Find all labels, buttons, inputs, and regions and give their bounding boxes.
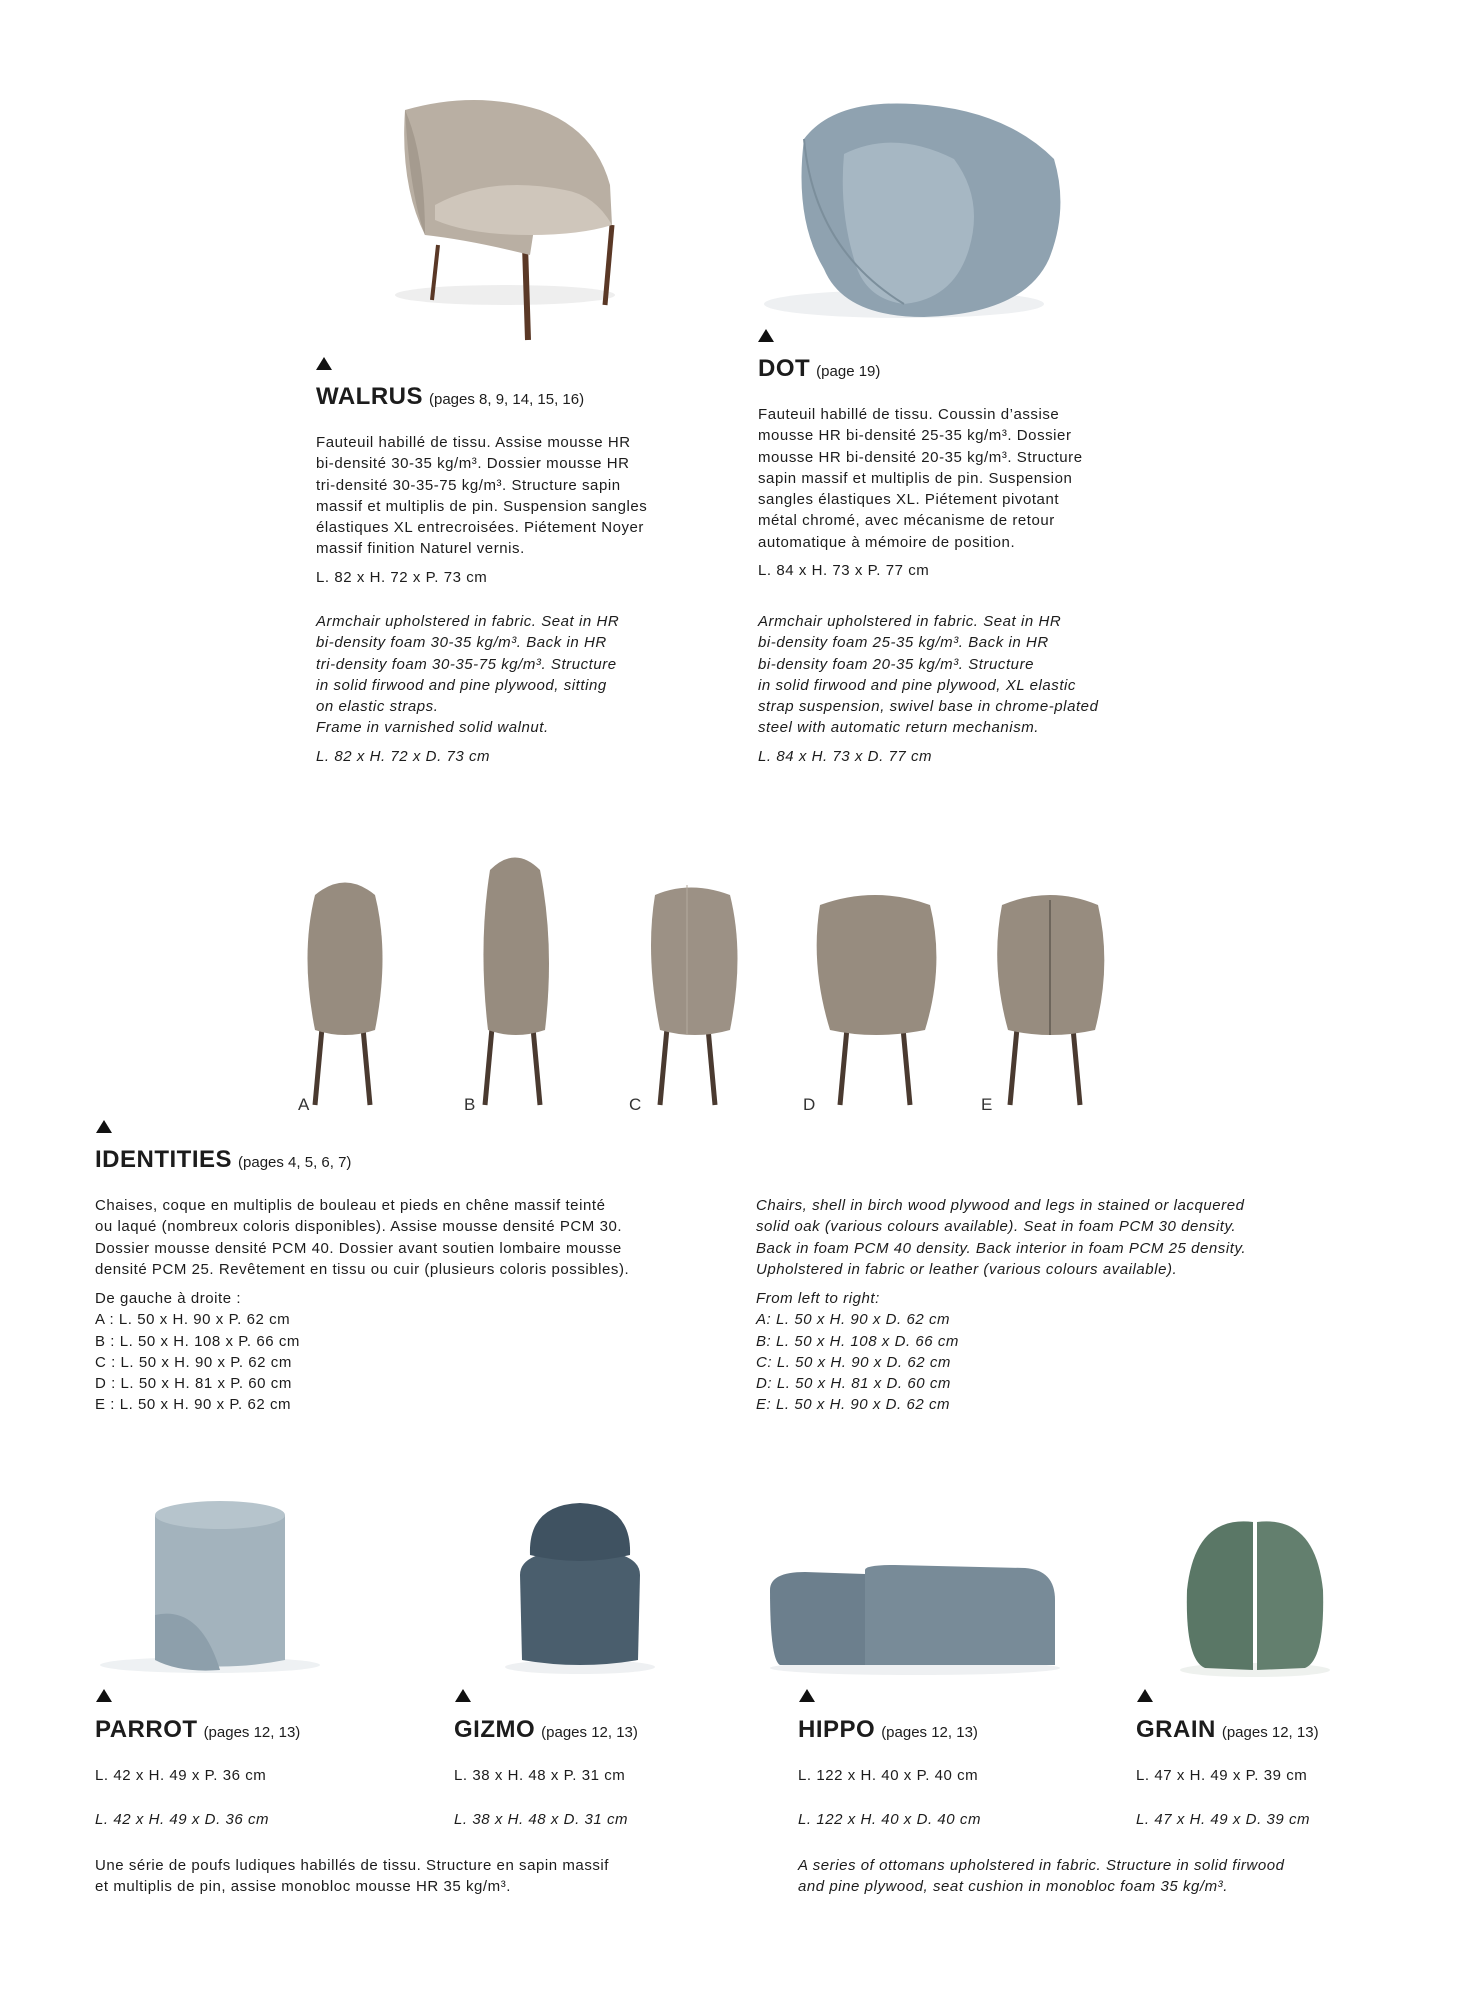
- gizmo-triangle-icon: [455, 1689, 471, 1702]
- hippo-dimensions-en: L. 122 x H. 40 x D. 40 cm: [798, 1811, 981, 1828]
- ottomans-description-fr: Une série de poufs ludiques habillés de tissu. Structure en sapin massif et multiplis de pin, assise monobloc mousse HR 35 kg/m³.: [95, 1857, 610, 1896]
- grain-triangle-icon: [1137, 1689, 1153, 1702]
- identities-name: IDENTITIES: [95, 1146, 233, 1173]
- grain-pages: (pages 12, 13): [1221, 1724, 1319, 1741]
- chair-label-c: C: [629, 1095, 642, 1114]
- walrus-description-en: Armchair upholstered in fabric. Seat in HR bi-density foam 30-35 kg/m³. Back in HR tri-density foam 30-35-75 kg/m³. Structure in solid firwood and pine plywood, sitting on elastic straps. Frame in varnished solid walnut.: [316, 613, 620, 737]
- chair-a: [308, 883, 383, 1106]
- identities-pages: (pages 4, 5, 6, 7): [238, 1154, 352, 1171]
- walrus-name: WALRUS: [316, 383, 423, 410]
- identities-description-en: Chairs, shell in birch wood plywood and legs in stained or lacquered solid oak (various colours available). Seat in foam PCM 30 density. Back in foam PCM 40 density. Back interior in foam PCM 25 density. Upholstered in fabric or leather (various colours available).: [756, 1197, 1247, 1278]
- chair-label-a: A: [298, 1095, 310, 1114]
- walrus-dimensions-fr: L. 82 x H. 72 x P. 73 cm: [316, 569, 488, 586]
- walrus-description-fr: Fauteuil habillé de tissu. Assise mousse HR bi-densité 30-35 kg/m³. Dossier mousse HR tri-densité 30-35-75 kg/m³. Structure sapin massif et multiplis de pin. Suspension sangles élastiques XL entrecroisées. Piétement Noyer massif finition Naturel vernis.: [316, 434, 648, 558]
- dot-description-en: Armchair upholstered in fabric. Seat in HR bi-density foam 25-35 kg/m³. Back in HR bi-density foam 20-35 kg/m³. Structure in solid firwood and pine plywood, XL elastic strap suspension, swivel base in chrome-plated steel with automatic return mechanism.: [758, 613, 1099, 737]
- chair-b: [483, 858, 549, 1106]
- identities-description-fr: Chaises, coque en multiplis de bouleau et pieds en chêne massif teinté ou laqué (nombreux coloris disponibles). Assise mousse densité PCM 30. Dossier mousse densité PCM 40. Dossier avant soutien lombaire mousse densité PCM 25. Revêtement en tissu ou cuir (plusieurs coloris possibles).: [95, 1197, 630, 1278]
- dot-dimensions-en: L. 84 x H. 73 x D. 77 cm: [758, 748, 933, 765]
- dot-pages: (page 19): [816, 363, 881, 380]
- parrot-name: PARROT: [95, 1716, 198, 1743]
- dot-description-fr: Fauteuil habillé de tissu. Coussin d’assise mousse HR bi-densité 25-35 kg/m³. Dossier mousse HR bi-densité 20-35 kg/m³. Structure sapin massif et multiplis de pin. Suspension sangles élastiques XL. Piétement pivotant métal chromé, avec mécanisme de retour automatique à mémoire de position.: [758, 406, 1083, 551]
- identities-chairs-image: [250, 845, 1150, 1125]
- dot-title: [758, 355, 880, 383]
- gizmo-dimensions-en: L. 38 x H. 48 x D. 31 cm: [454, 1811, 629, 1828]
- walrus-pages: (pages 8, 9, 14, 15, 16): [429, 391, 585, 408]
- identities-dimensions-en: From left to right: A: L. 50 x H. 90 x D. 62 cm B: L. 50 x H. 108 x D. 66 cm C: L. 50 x H. 90 x D. 62 cm D: L. 50 x H. 81 x D. 60 cm E: L. 50 x H. 90 x D. 62 cm: [756, 1290, 959, 1414]
- parrot-pages: (pages 12, 13): [203, 1724, 301, 1741]
- parrot-title: [95, 1716, 300, 1744]
- chair-d: [817, 895, 937, 1105]
- parrot-ottoman-image: [90, 1495, 320, 1685]
- grain-name: GRAIN: [1136, 1716, 1216, 1743]
- chair-label-e: E: [981, 1095, 993, 1114]
- dot-name: DOT: [758, 355, 811, 382]
- walrus-armchair-image: [380, 95, 625, 345]
- chair-label-d: D: [803, 1095, 816, 1114]
- dot-dimensions-fr: L. 84 x H. 73 x P. 77 cm: [758, 562, 930, 579]
- hippo-triangle-icon: [799, 1689, 815, 1702]
- hippo-ottoman-image: [765, 1560, 1065, 1680]
- identities-title: [95, 1146, 351, 1174]
- chair-c: [651, 885, 738, 1105]
- grain-ottoman-image: [1175, 1510, 1335, 1685]
- ottomans-description-en: A series of ottomans upholstered in fabric. Structure in solid firwood and pine plywood, seat cushion in monobloc foam 35 kg/m³.: [798, 1857, 1285, 1896]
- parrot-dimensions-fr: L. 42 x H. 49 x P. 36 cm: [95, 1767, 267, 1784]
- gizmo-ottoman-image: [500, 1495, 660, 1685]
- identities-triangle-icon: [96, 1120, 112, 1133]
- walrus-triangle-icon: [316, 357, 332, 370]
- hippo-title: [798, 1716, 978, 1744]
- grain-dimensions-en: L. 47 x H. 49 x D. 39 cm: [1136, 1811, 1311, 1828]
- chair-label-b: B: [464, 1095, 476, 1114]
- walrus-dimensions-en: L. 82 x H. 72 x D. 73 cm: [316, 748, 491, 765]
- gizmo-name: GIZMO: [454, 1716, 536, 1743]
- chair-e: [997, 895, 1104, 1105]
- dot-armchair-image: [754, 99, 1069, 329]
- hippo-pages: (pages 12, 13): [881, 1724, 978, 1741]
- hippo-name: HIPPO: [798, 1716, 876, 1743]
- dot-triangle-icon: [758, 329, 774, 342]
- hippo-dimensions-fr: L. 122 x H. 40 x P. 40 cm: [798, 1767, 979, 1784]
- gizmo-title: [454, 1716, 638, 1744]
- gizmo-pages: (pages 12, 13): [541, 1724, 638, 1741]
- identities-dimensions-fr: De gauche à droite : A : L. 50 x H. 90 x P. 62 cm B : L. 50 x H. 108 x P. 66 cm C : L. 50 x H. 90 x P. 62 cm D : L. 50 x H. 81 x P. 60 cm E : L. 50 x H. 90 x P. 62 cm: [95, 1290, 300, 1414]
- parrot-triangle-icon: [96, 1689, 112, 1702]
- grain-title: [1136, 1716, 1319, 1744]
- walrus-title: [316, 383, 584, 411]
- grain-dimensions-fr: L. 47 x H. 49 x P. 39 cm: [1136, 1767, 1308, 1784]
- parrot-dimensions-en: L. 42 x H. 49 x D. 36 cm: [95, 1811, 270, 1828]
- gizmo-dimensions-fr: L. 38 x H. 48 x P. 31 cm: [454, 1767, 626, 1784]
